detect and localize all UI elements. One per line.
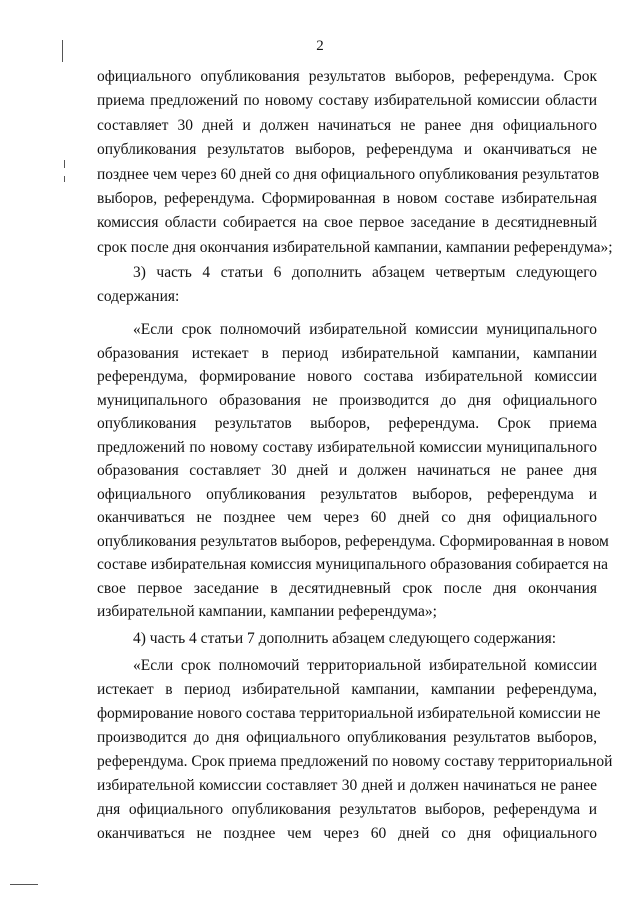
text-line: формирование нового состава территориальной избирательной комиссии не	[97, 705, 601, 722]
text-line: срок после дня окончания избирательной кампании, кампании референдума»;	[97, 238, 613, 256]
text-line: референдума, формирование нового состава избирательной комиссии	[97, 368, 597, 385]
scan-mark	[64, 176, 65, 182]
text-line: опубликования результатов выборов, референдума и оканчиваться не	[97, 141, 597, 159]
text-line: референдума. Срок приема предложений по новому составу территориальной	[97, 753, 613, 770]
text-line: свое первое заседание в десятидневный срок после дня окончания	[97, 579, 597, 597]
text-line: составе избирательная комиссия муниципального образования собирается на	[97, 556, 609, 573]
text-line: комиссия области собирается на свое первое заседание в десятидневный	[97, 214, 597, 232]
text-line: позднее чем через 60 дней со дня официального опубликования результатов	[97, 165, 600, 183]
text-line: официального опубликования результатов выборов, референдума и	[97, 485, 597, 503]
text-line: дня официального опубликования результатов выборов, референдума и	[97, 801, 597, 818]
page-number: 2	[316, 38, 324, 54]
text-line: оканчиваться не позднее чем через 60 дней со дня официального	[97, 825, 597, 842]
text-line: приема предложений по новому составу избирательной комиссии области	[97, 92, 597, 110]
text-line: 3) часть 4 статьи 6 дополнить абзацем четвертым следующего	[133, 264, 597, 281]
text-line: «Если срок полномочий территориальной избирательной комиссии	[133, 657, 597, 674]
text-line: образования истекает в период избирательной кампании, кампании	[97, 344, 597, 362]
text-line: избирательной комиссии составляет 30 дней и должен начинаться не ранее	[97, 777, 597, 794]
text-line: образования составляет 30 дней и должен начинаться не ранее дня	[97, 462, 597, 479]
text-line: выборов, референдума. Сформированная в новом составе избирательная	[97, 190, 597, 207]
scan-mark	[10, 884, 38, 885]
text-line: 4) часть 4 статьи 7 дополнить абзацем следующего содержания:	[133, 630, 557, 647]
text-line: содержания:	[97, 288, 180, 305]
text-line: предложений по новому составу избирательной комиссии муниципального	[97, 438, 597, 456]
text-line: опубликования результатов выборов, референдума. Сформированная в новом	[97, 532, 609, 550]
text-line: избирательной кампании, кампании референдума»;	[97, 603, 437, 620]
text-line: составляет 30 дней и должен начинаться не ранее дня официального	[97, 116, 597, 134]
text-line: опубликования результатов выборов, референдума. Срок приема	[97, 415, 597, 432]
text-line: муниципального образования не производится до дня официального	[97, 391, 597, 409]
text-line: официального опубликования результатов выборов, референдума. Срок	[97, 68, 597, 85]
text-line: оканчиваться не позднее чем через 60 дней со дня официального	[97, 509, 597, 526]
scan-mark	[64, 160, 65, 168]
text-line: производится до дня официального опубликования результатов выборов,	[97, 729, 597, 746]
scan-mark	[62, 40, 63, 62]
text-line: «Если срок полномочий избирательной комиссии муниципального	[133, 321, 597, 338]
text-line: истекает в период избирательной кампании, кампании референдума,	[97, 681, 597, 698]
